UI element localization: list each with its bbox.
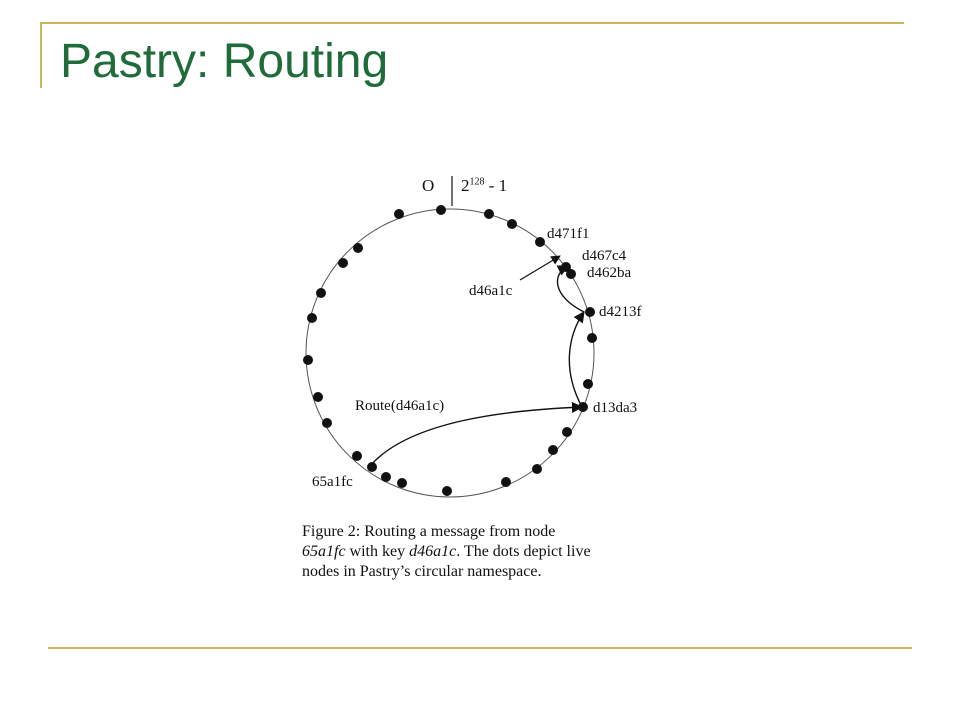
node-dot [442,486,452,496]
pastry-ring-diagram [290,170,670,510]
node-dot [394,209,404,219]
node-label-d4213f: d4213f [599,304,642,320]
caption-line-3: nodes in Pastry’s circular namespace. [302,563,542,580]
node-dot [507,219,517,229]
node-dot [583,379,593,389]
node-dot [322,418,332,428]
node-dot [562,427,572,437]
node-dot [303,355,313,365]
left-rule [40,22,42,88]
node-dot [566,269,576,279]
node-label-d471f1: d471f1 [547,226,590,242]
node-dot [353,243,363,253]
node-dot [436,205,446,215]
node-dot [587,333,597,343]
route-label: Route(d46a1c) [355,398,445,414]
route-arrow-2 [569,312,584,407]
node-label-d467c4: d467c4 [582,248,627,264]
node-dot [316,288,326,298]
node-dot [313,392,323,402]
node-dot [307,313,317,323]
node-dot [548,445,558,455]
top-rule [40,22,904,24]
key-label: d46a1c [469,283,513,299]
figure-caption [302,522,658,582]
slide-title: Pastry: Routing [60,35,389,88]
node-dot [585,307,595,317]
node-label-d462ba: d462ba [587,265,632,281]
node-label-d13da3: d13da3 [593,400,638,416]
node-dot [338,258,348,268]
routing-figure [290,170,670,610]
node-dot [535,237,545,247]
node-dot [381,472,391,482]
caption-line-1: Figure 2: Routing a message from node [302,523,556,540]
node-label-65a1fc: 65a1fc [312,474,353,490]
node-dot [532,464,542,474]
caption-line-2: 65a1fc with key d46a1c. The dots depict live [302,543,591,560]
node-dot [484,209,494,219]
node-dot [501,477,511,487]
node-dot [397,478,407,488]
ring-zero-label: O [422,176,435,195]
bottom-rule [48,647,912,649]
node-dots [303,205,597,496]
ring-max-label: $2^{128} - 1$ [461,176,508,195]
node-dot [352,451,362,461]
route-arrow-1 [370,407,582,466]
key-pointer-arrow [520,256,560,280]
